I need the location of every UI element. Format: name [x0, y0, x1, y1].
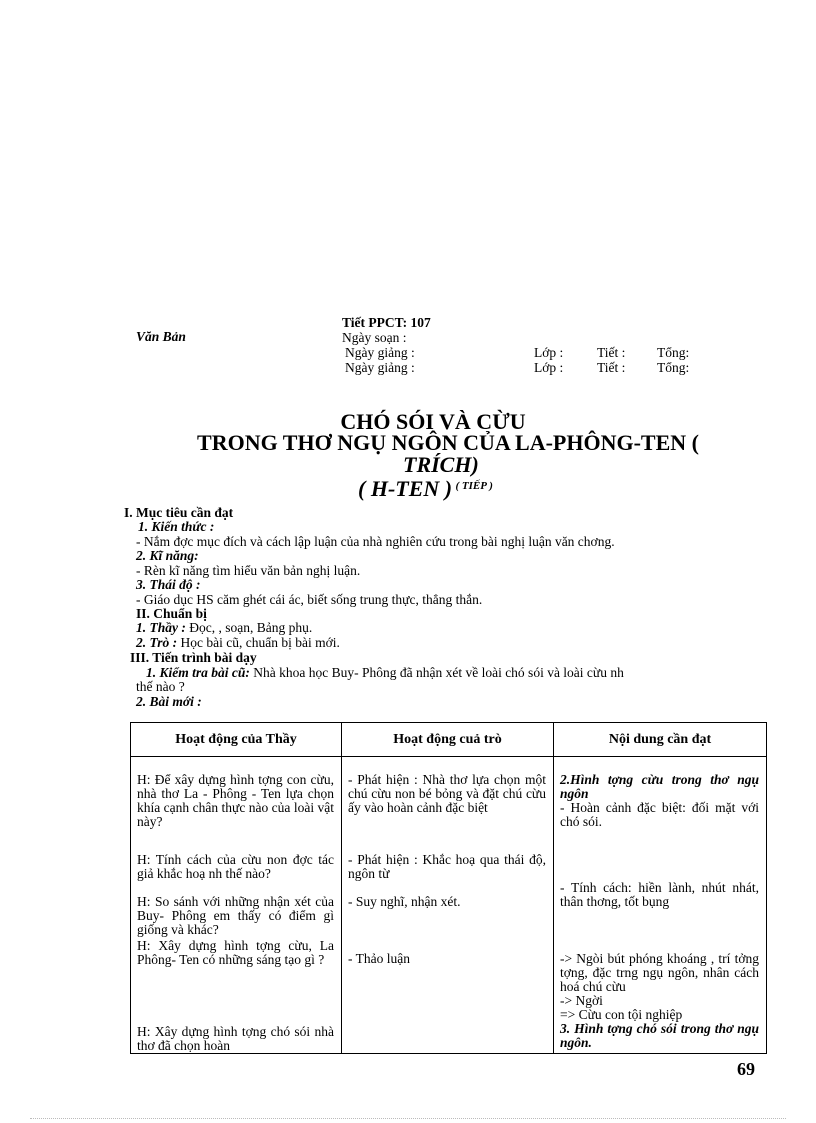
page-number: 69	[737, 1059, 755, 1079]
tong-1: Tổng:	[657, 345, 690, 360]
title-line-3: TRÍCH)	[403, 452, 479, 477]
teacher-cell	[131, 757, 342, 1054]
ngay-giang-2: Ngày giảng :	[345, 360, 415, 375]
title-line-1: CHÓ SÓI VÀ CỪU	[340, 409, 526, 434]
skill-label: 2. Kĩ năng:	[136, 548, 199, 563]
student-a3: - Suy nghĩ, nhận xét.	[348, 894, 461, 909]
teacher-q5: H: Xây dựng hình tợng chó sói nhà thơ đã chọn hoàn	[137, 1024, 334, 1053]
teacher-q3: H: So sánh với những nhận xét của Buy- Phông em thấy có điểm gì giống và khác?	[137, 894, 334, 937]
table-row	[131, 757, 767, 1054]
col-header-content: Nội dung cần đạt	[554, 723, 767, 757]
knowledge-text: - Nắm đợc mục đích và cách lập luận của nhà nghiên cứu trong bài nghị luận văn chơng.	[136, 534, 615, 549]
lesson-plan-table	[130, 722, 767, 1054]
content-human: -> Ngời	[560, 993, 603, 1008]
attitude-text: - Giáo dục HS căm ghét cái ác, biết sống trung thực, thẳng thắn.	[136, 592, 483, 607]
student-a4: - Thảo luận	[348, 951, 410, 966]
van-ban-label: Văn Bản	[136, 329, 186, 344]
ngay-soan: Ngày soạn :	[342, 330, 407, 345]
title-h-ten: ( H-TEN )	[358, 476, 453, 501]
bottom-dotted-rule	[30, 1118, 786, 1119]
ngay-giang-1: Ngày giảng :	[345, 345, 415, 360]
content-cell	[554, 757, 767, 1054]
lop-2: Lớp :	[534, 360, 564, 375]
table-header-row	[131, 723, 767, 757]
title-line-4	[358, 476, 493, 502]
objectives-heading: I. Mục tiêu cần đạt	[124, 505, 234, 520]
col-header-teacher: Hoạt động của Thầy	[131, 723, 342, 757]
procedure-heading: III. Tiến trình bài dạy	[130, 650, 257, 665]
check-text-2: thế nào ?	[136, 679, 185, 694]
tiet-ppct: Tiết PPCT: 107	[342, 315, 431, 330]
content-heading-3: 3. Hình tợng chó sói trong thơ ngụ ngôn.	[560, 1021, 759, 1050]
content-heading-2: 2.Hình tợng cừu trong thơ ngụ ngôn	[560, 772, 759, 801]
attitude-label: 3. Thái độ :	[136, 577, 201, 592]
tong-2: Tổng:	[657, 360, 690, 375]
preparation-heading: II. Chuẩn bị	[136, 606, 207, 621]
student-prep-label: 2. Trò :	[136, 635, 178, 650]
teacher-prep-label: 1. Thầy :	[136, 620, 186, 635]
teacher-q1: H: Để xây dựng hình tợng con cừu, nhà thơ La - Phông - Ten lựa chọn khía cạnh chân thực nào của loài vật này?	[137, 772, 334, 829]
new-lesson-label: 2. Bài mới :	[136, 694, 202, 709]
col-header-student: Hoạt động cuả trò	[342, 723, 554, 757]
teacher-q4: H: Xây dựng hình tợng cừu, La Phông- Ten có những sáng tạo gì ?	[137, 938, 334, 967]
knowledge-label: 1. Kiến thức :	[138, 519, 215, 534]
content-creativity: -> Ngòi bút phóng khoáng , trí tởng tợng, đặc trng ngụ ngôn, nhân cách hoá chú cừu	[560, 951, 759, 994]
content-situation: - Hoàn cảnh đặc biệt: đối mặt với chó sói.	[560, 800, 759, 829]
tiet-1: Tiết :	[597, 345, 626, 360]
teacher-prep	[136, 620, 312, 635]
student-prep-text: Học bài cũ, chuẩn bị bài mới.	[177, 635, 340, 650]
content-poor-lamb: => Cừu con tội nghiệp	[560, 1007, 683, 1022]
teacher-q2: H: Tính cách của cừu non đợc tác giả khắc hoạ nh thế nào?	[137, 852, 334, 881]
check-text: Nhà khoa học Buy- Phông đã nhận xét về loài chó sói và loài cừu nh	[249, 665, 624, 680]
tiet-2: Tiết :	[597, 360, 626, 375]
check-old-lesson	[146, 665, 624, 680]
content-character: - Tính cách: hiền lành, nhút nhát, thân thơng, tốt bụng	[560, 880, 759, 909]
student-a2: - Phát hiện : Khắc hoạ qua thái độ, ngôn từ	[348, 852, 546, 881]
lop-1: Lớp :	[534, 345, 564, 360]
student-cell	[342, 757, 554, 1054]
title-tiep: ( TIẾP )	[455, 480, 493, 492]
check-label: 1. Kiểm tra bài cũ:	[146, 665, 250, 680]
student-prep	[136, 635, 340, 650]
teacher-prep-text: Đọc, , soạn, Bảng phụ.	[185, 620, 313, 635]
title-line-2: TRONG THƠ NGỤ NGÔN CỦA LA-PHÔNG-TEN (	[197, 430, 699, 455]
student-a1: - Phát hiện : Nhà thơ lựa chọn một chú cừu non bé bỏng và đặt chú cừu ấy vào hoàn cảnh đặc biệt	[348, 772, 546, 815]
skill-text: - Rèn kĩ năng tìm hiểu văn bản nghị luận.	[136, 563, 361, 578]
